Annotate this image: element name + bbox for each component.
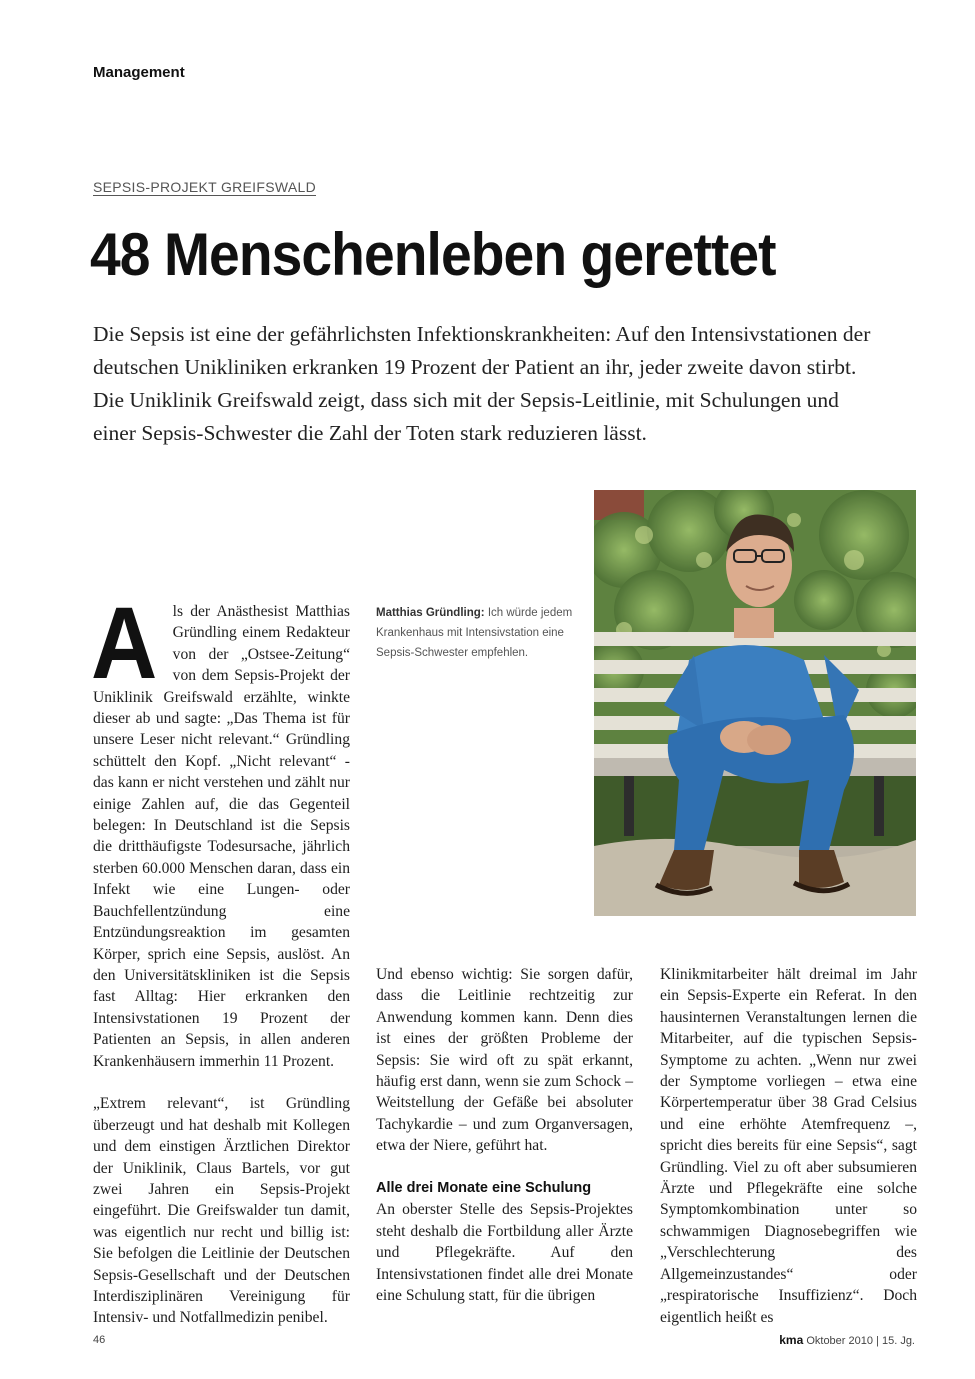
body-column-2 <box>376 964 633 1306</box>
subheading: Alle drei Monate eine Schulung <box>376 1180 592 1197</box>
issue-date: Oktober 2010 <box>806 1335 873 1347</box>
caption-name: Matthias Gründling: <box>376 607 485 619</box>
body-paragraph: ls der Anästhesist Matthias Gründling einem Redakteur von der „Ostsee-Zeitung“ von dem Sepsis-Projekt der Uniklinik Greifswald erzählte, winkte dieser ab und sagte: „Das Thema ist für unsere Leser nicht relevant.“ Gründling schüttelt den Kopf. „Nicht relevant“ - das kann er nicht verstehen und zählt nur einige Zahlen auf, die das Gegenteil belegen: In Deutschland ist die Sepsis die dritthäufigste Todesursache, jährlich sterben 60.000 Menschen daran, dass ein Infekt wie eine Lungen- oder Bauchfellentzündung eine Entzündungsreaktion im gesamten Körper, sprich eine Sepsis, auslöst. An den Universitätskliniken ist die Sepsis fast Alltag: Hier erkranken den Intensivstationen 19 Prozent der Patienten an Sepsis, in allen anderen Krankenhäusern immerhin 11 Prozent. <box>93 603 350 1070</box>
section-label: Management <box>93 64 185 81</box>
photo-caption <box>376 603 581 663</box>
body-column-3 <box>660 964 917 1328</box>
volume: 15. Jg. <box>881 1335 915 1347</box>
body-paragraph: „Extrem relevant“, ist Gründling überzeugt und hat deshalb mit Kollegen und dem einstigen Ärztlichen Direktor der Uniklinik, Claus Bartels, vor gut zwei Jahren ein Sepsis-Projekt eingeführt. Die Greifswalder tun damit, was eigentlich nur recht und billig ist: Sie befolgen die Leitlinie der Deutschen Sepsis-Gesellschaft und der Deutschen Interdisziplinären Vereinigung für Intensiv- und Notfallmedizin penibel. <box>93 1095 350 1327</box>
magazine-brand: kma <box>779 1333 804 1347</box>
body-paragraph: Und ebenso wichtig: Sie sorgen dafür, dass die Leitlinie rechtzeitig zur Anwendung kommen kann. Denn dies ist eines der größten Probleme der Sepsis: Sie wird oft zu spät erkannt, häufig erst dann, wenn sie zum Schock – Weitstellung der Gefäße bei absoluter Tachykardie – und zum Organversagen, etwa der Niere, geführt hat. <box>376 966 633 1155</box>
body-paragraph: Klinikmitarbeiter hält dreimal im Jahr ein Sepsis-Experte ein Referat. In den hausinternen Veranstaltungen lernen die Mitarbeiter, auf die typischen Sepsis-Symptome zu achten. „Wenn nur zwei der Symptome vorliegen – etwa eine Körpertemperatur über 38 Grad Celsius und eine erhöhte Atemfrequenz –, spricht dies bereits für eine Sepsis“, sagt Gründling. Viel zu oft aber subsumieren Ärzte und Pflegekräfte eine solche Symptomkombination unter so schwammigen Diagnosebegriffen wie „Verschlechterung des Allgemeinzustandes“ oder „respiratorische Insuffizienz“. Doch eigentlich heißt es <box>660 966 917 1326</box>
caption-text: Ich würde jedem Krankenhaus mit Intensivstation eine Sepsis-Schwester empfehlen. <box>376 607 573 659</box>
body-column-1 <box>91 586 350 1329</box>
footer-issue-info <box>779 1333 915 1347</box>
article-photo <box>594 490 916 916</box>
article-kicker: SEPSIS-PROJEKT GREIFSWALD <box>93 179 316 195</box>
drop-cap: A <box>91 586 158 700</box>
article-lead: Die Sepsis ist eine der gefährlichsten Infektionskrankheiten: Auf den Intensivstationen der deutschen Unikliniken erkranken 19 Prozent der Patient an ihr, jeder zweite davon stirbt. Die Uniklinik Greifswald zeigt, dass sich mit der Sepsis-Leitlinie, mit Schulungen und einer Sepsis-Schwester die Zahl der Toten stark reduzieren lässt. <box>93 322 871 445</box>
page-number: 46 <box>93 1334 106 1346</box>
body-paragraph: An oberster Stelle des Sepsis-Projektes steht deshalb die Fortbildung aller Ärzte und Pflegekräfte. Auf den Intensivstationen findet alle drei Monate eine Schulung statt, für die übrigen <box>376 1201 633 1305</box>
article-headline: 48 Menschenleben gerettet <box>90 221 776 288</box>
footer-separator: | <box>876 1335 879 1347</box>
